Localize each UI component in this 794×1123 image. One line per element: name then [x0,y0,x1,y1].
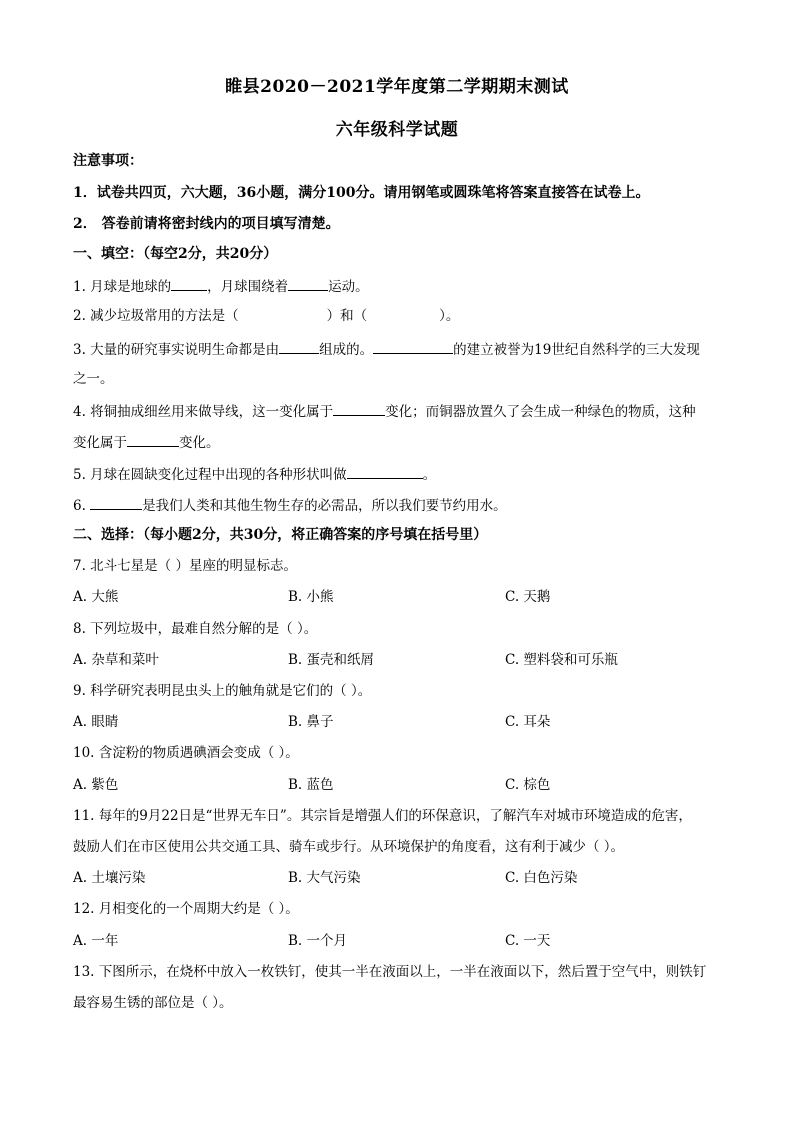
option-b: B. 小熊 [288,589,334,605]
question-6: 6. 是我们人类和其他生物生存的必需品，所以我们要节约用水。 [73,495,733,515]
option-a: A. 紫色 [73,777,119,793]
question-5: 5. 月球在圆缺变化过程中出现的各种形状叫做 。 [73,464,733,484]
question-1: 1. 月球是地球的 ，月球围绕着 运动。 [73,276,733,296]
answer-blank [171,276,207,291]
option-b: B. 蓝色 [288,777,334,793]
option-c: C. 白色污染 [505,870,578,886]
question-4-cont: 变化属于 变化。 [73,432,733,452]
notes-heading: 注意事项： [73,153,143,169]
option-b: B. 鼻子 [288,714,334,730]
question-3-cont: 之一。 [73,371,114,387]
question-13: 13. 下图所示，在烧杯中放入一枚铁钉，使其一半在液面以上，一半在液面以下，然后置于空气中，则铁钉 [73,964,707,980]
question-10: 10. 含淀粉的物质遇碘酒会变成（ ）。 [73,745,299,761]
option-c: C. 耳朵 [505,714,551,730]
option-b: B. 一个月 [288,933,348,949]
question-9: 9. 科学研究表明昆虫头上的触角就是它们的（ ）。 [73,683,372,699]
option-a: A. 大熊 [73,589,119,605]
exam-subtitle: 六年级科学试题 [335,120,459,140]
answer-blank [127,432,179,447]
question-7: 7. 北斗七星是（ ）星座的明显标志。 [73,558,297,574]
question-11-cont: 鼓励人们在市区使用公共交通工具、骑车或步行。从环境保护的角度看，这有利于减少（ ）。 [73,839,625,855]
option-b: B. 大气污染 [288,870,361,886]
option-a: A. 一年 [73,933,119,949]
answer-blank [90,495,142,510]
question-13-cont: 最容易生锈的部位是（ ）。 [73,995,233,1011]
answer-blank [347,464,423,479]
option-a: A. 眼睛 [73,714,119,730]
question-3: 3. 大量的研究事实说明生命都是由 组成的。 的建立被誉为19世纪自然科学的三大发现 [73,339,733,359]
option-c: C. 棕色 [505,777,551,793]
question-2: 2. 减少垃圾常用的方法是（ ）和（ ）。 [73,308,460,324]
section-2-heading: 二、选择：（每小题2分，共30分，将正确答案的序号填在括号里） [73,527,488,543]
question-12: 12. 月相变化的一个周期大约是（ ）。 [73,901,299,917]
question-8: 8. 下列垃圾中，最难自然分解的是（ ）。 [73,621,318,637]
section-1-heading: 一、填空：（每空2分，共20分） [73,246,278,262]
option-c: C. 塑料袋和可乐瓶 [505,652,618,668]
answer-blank [373,339,453,354]
exam-title: 睢县2020－2021学年度第二学期期末测试 [225,77,569,97]
option-a: A. 杂草和菜叶 [73,652,159,668]
notes-item-2: 2． 答卷前请将密封线内的项目填写清楚。 [73,216,340,232]
answer-blank [333,401,385,416]
option-c: C. 一天 [505,933,551,949]
option-b: B. 蛋壳和纸屑 [288,652,375,668]
option-a: A. 土壤污染 [73,870,146,886]
question-4: 4. 将铜抽成细丝用来做导线，这一变化属于 变化；而铜器放置久了会生成一种绿色的物质，这种 [73,401,733,421]
answer-blank [288,276,328,291]
option-c: C. 天鹅 [505,589,551,605]
answer-blank [279,339,319,354]
notes-item-1: 1．试卷共四页，六大题，36小题，满分100分。请用钢笔或圆珠笔将答案直接答在试卷上。 [73,185,650,201]
question-11: 11. 每年的9月22日是“世界无车日”。其宗旨是增强人们的环保意识，了解汽车对城市环境造成的危害， [73,808,692,824]
